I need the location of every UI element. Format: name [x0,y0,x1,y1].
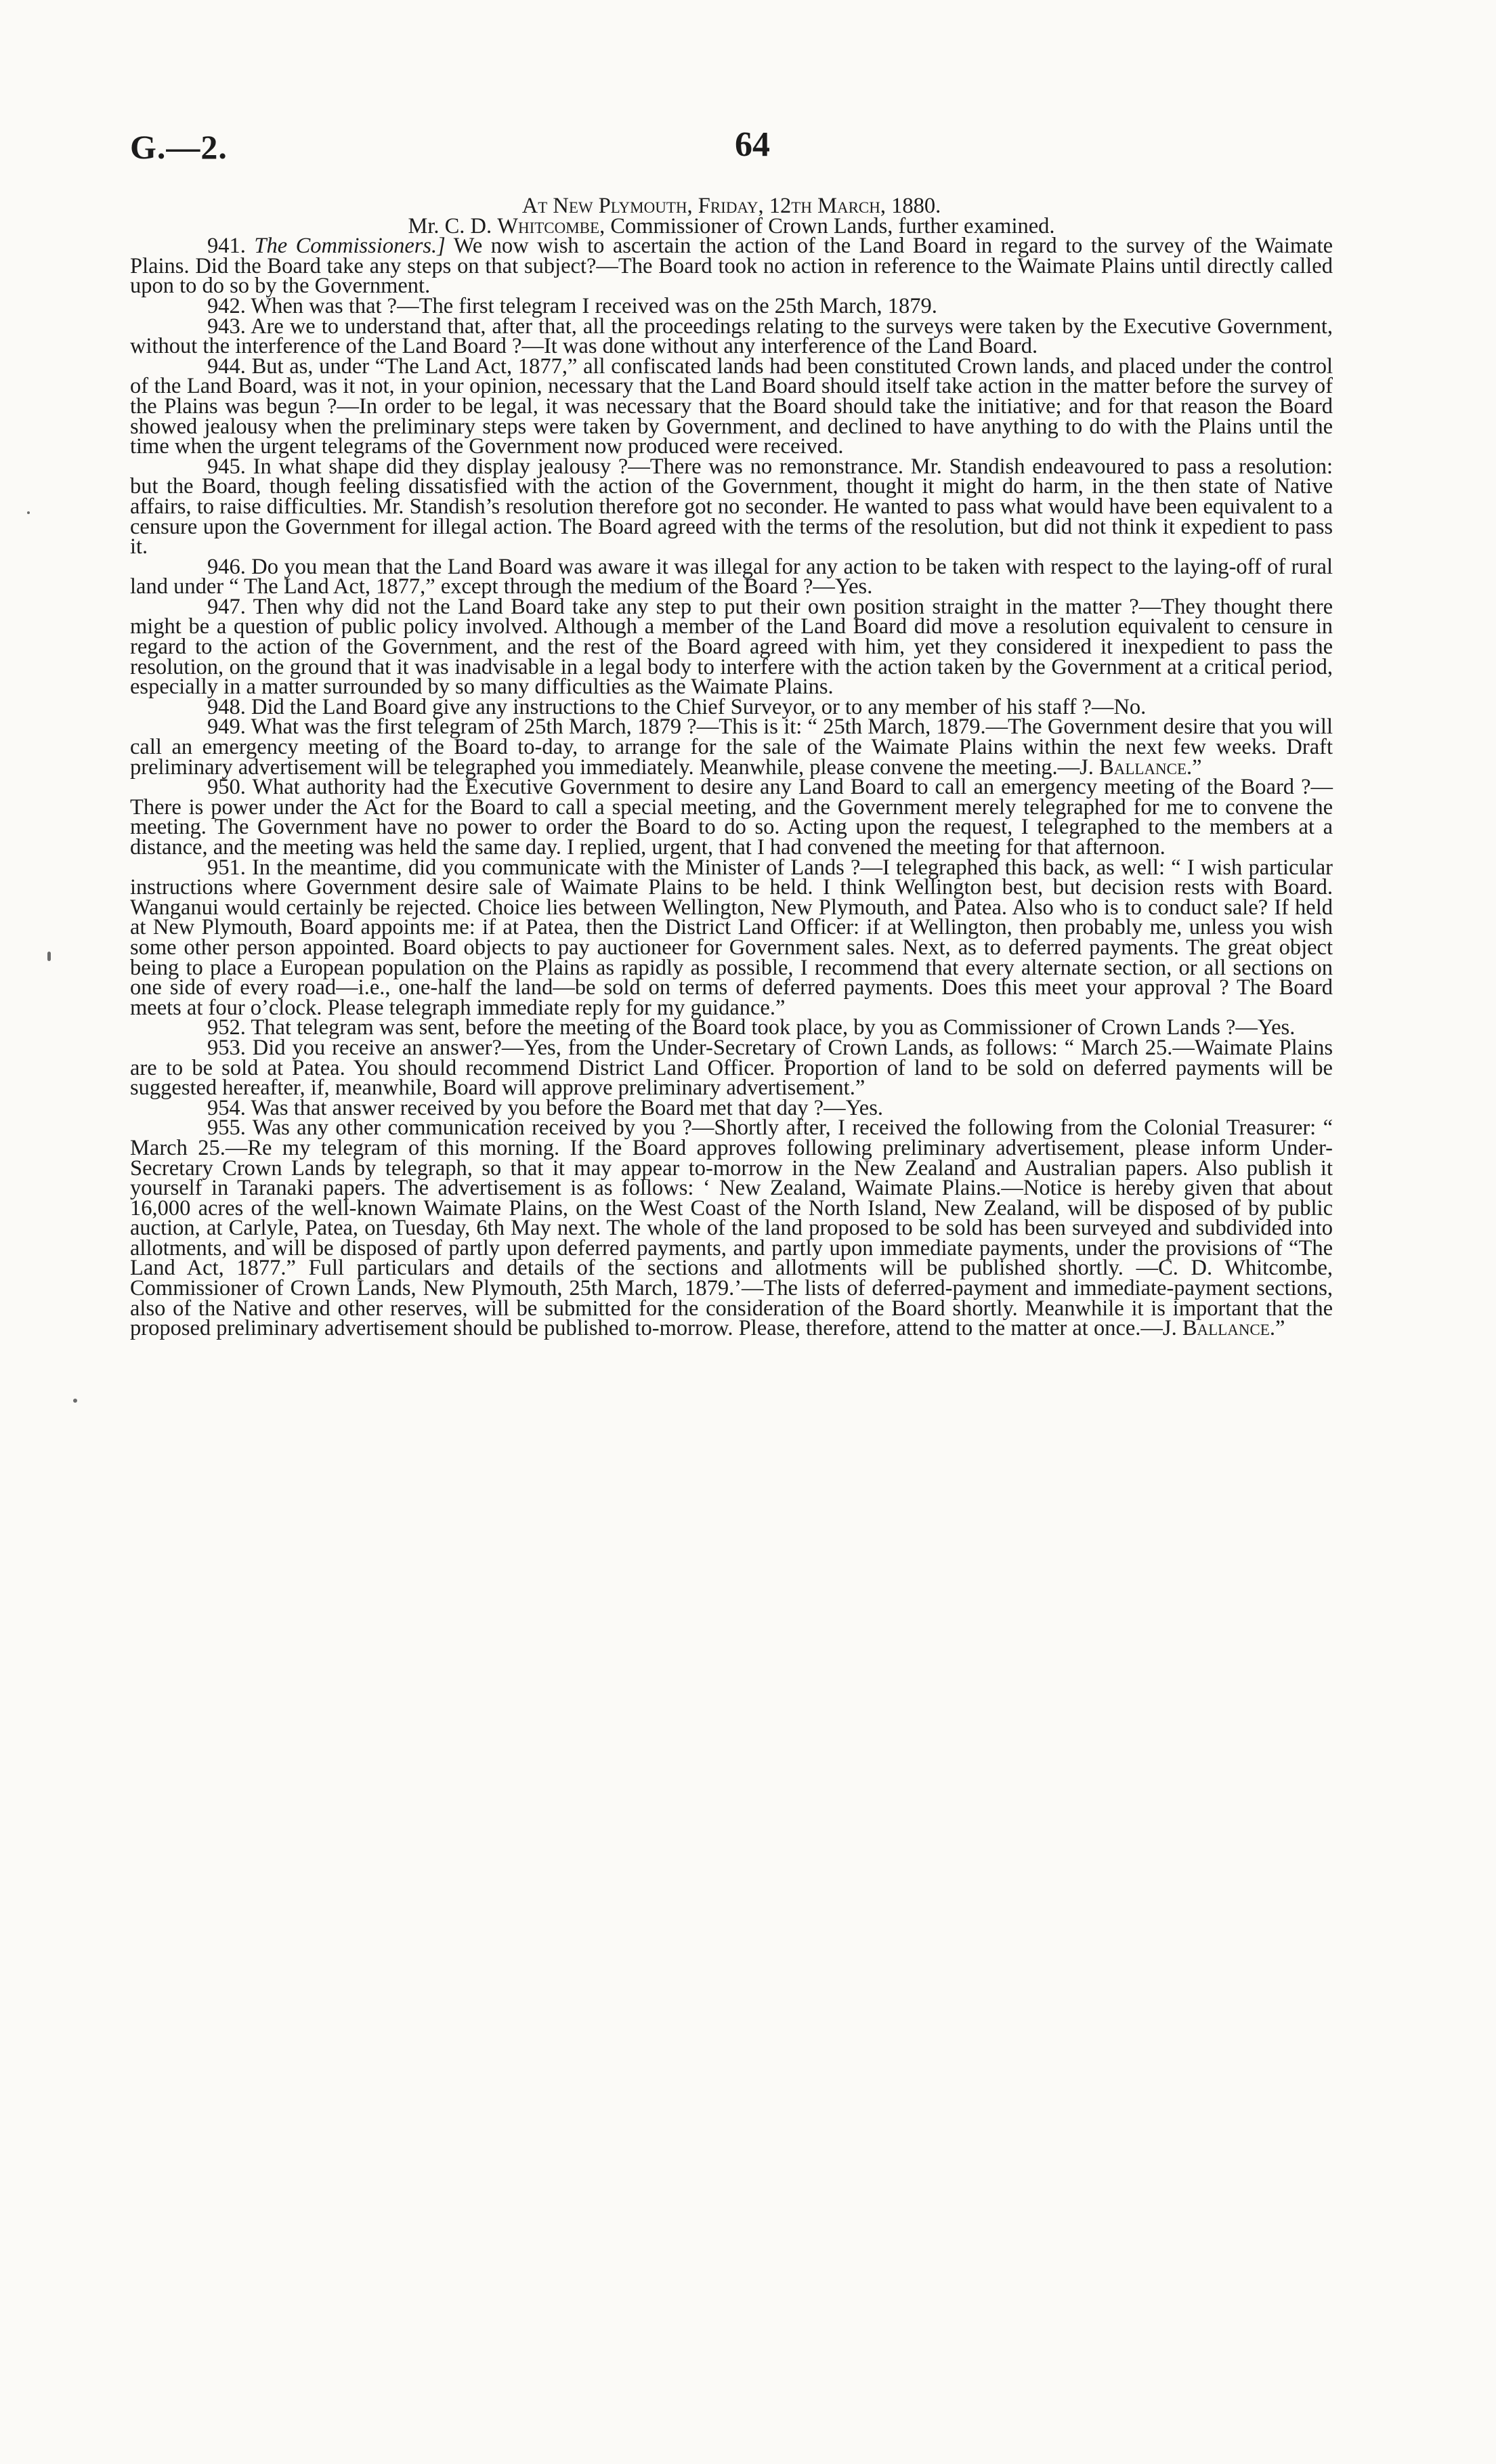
question-number: 954. [207,1095,246,1120]
question-number: 944. [207,354,246,379]
question-number: 953. [207,1035,246,1060]
question-number: 941. [207,234,246,259]
telegram-signature: Ballance [1182,1316,1270,1341]
question-number: 945. [207,454,246,479]
question-941 [130,236,1333,297]
question-943 [130,314,1333,359]
question-text: We now wish to ascertain the action of the Land Board in regard to the survey of the Waimate Plains. Did the Board take any steps on that subject?—The Board took no action in reference to the Waimate Plains until directly called upon to do so by the Government. [130,234,1333,299]
question-945 [130,454,1333,559]
question-number: 948. [207,694,246,719]
witness-title: Mr. C. D. [408,213,492,238]
question-text: Do you mean that the Land Board was aware it was illegal for any action to be taken with respect to the laying-off of rural land under “ The Land Act, 1877,” except through the medium of the Board ?—Yes. [130,554,1333,599]
question-950 [130,775,1333,859]
session-heading: At New Plymouth, Friday, 12th March, 1880. [521,194,941,218]
question-speaker: The Commissioners.] [254,234,446,259]
witness-name: Whitcombe [497,213,600,238]
question-text: What was the first telegram of 25th March, 1879 ?—This is it: “ 25th March, 1879.—The Government desire that you will call an emergency meeting of the Board to-day, to arrange for the sale of the Waimate Plains within the next few weeks. Draft preliminary advertisement will be telegraphed you immediately. Meanwhile, please convene the meeting.—J. [130,715,1333,780]
question-955 [130,1118,1333,1339]
question-number: 955. [207,1116,246,1141]
question-text: Did you receive an answer?—Yes, from the Under-Secretary of Crown Lands, as follows: “ March 25.—Waimate Plains are to be sold at Patea. You should recommend District Land Officer. Proportion of land to be sold on deferred payments will be suggested hereafter, if, meanwhile, Board will approve preliminary advertisement.” [130,1035,1333,1101]
question-number: 949. [207,715,246,740]
question-text: That telegram was sent, before the meeting of the Board took place, by you as Commissioner of Crown Lands ?—Yes. [251,1015,1296,1040]
question-944 [130,354,1333,459]
question-953 [130,1035,1333,1101]
question-text: What authority had the Executive Government to desire any Land Board to call an emergency meeting of the Board ?—There is power under the Act for the Board to call a special meeting, and the Government merely telegraphed for me to convene the meeting. The Government have no power to order the Board to do so. Acting upon the request, I telegraphed to the members at a distance, and the meeting was held the same day. I replied, urgent, that I had convened the meeting for that afternoon. [130,775,1333,859]
question-951 [130,855,1333,1020]
question-number: 951. [207,855,246,880]
witness-role: , Commissioner of Crown Lands, further examined. [599,213,1055,238]
question-number: 943. [207,314,246,339]
question-text: But as, under “The Land Act, 1877,” all confiscated lands had been constituted Crown lands, and placed under the control of the Land Board, was it not, in your opinion, necessary that the Land Board should itself take action in the matter before the survey of the Plains was begun ?—In order to be legal, it was necessary that the Board should take the initiative; and for that reason the Board showed jealousy when the preliminary steps were taken by Government, and declined to have anything to do with the Plains until the time when the urgent telegrams of the Government now produced were received. [130,354,1333,459]
question-946 [130,554,1333,599]
signature-tail: .” [1269,1316,1285,1341]
question-text: Are we to understand that, after that, all the proceedings relating to the surveys were taken by the Executive Government, without the interference of the Land Board ?—It was done without any interference of the Land Board. [130,314,1333,359]
heading-date: 12th March [769,194,880,218]
signature-tail: .” [1187,755,1202,780]
question-number: 946. [207,554,246,579]
question-text: In what shape did they display jealousy ?—There was no remonstrance. Mr. Standish endeavoured to pass a resolution: but the Board, though feeling dissatisfied with the action of the Government, thought it might do harm, in the then state of Native affairs, to raise difficulties. Mr. Standish’s resolution therefore got no seconder. He wanted to pass what would have been equivalent to a censure upon the Government for illegal action. The Board agreed with the terms of the resolution, but did not think it expedient to pass it. [130,454,1333,559]
margin-speck [47,952,51,961]
document-reference: G.—2. [130,128,228,166]
telegram-signature: Ballance [1099,755,1187,780]
question-949 [130,717,1333,778]
heading-day: Friday [698,194,758,218]
question-number: 942. [207,293,246,318]
question-text: Then why did not the Land Board take any step to put their own position straight in the matter ?—They thought there might be a question of public policy involved. Although a member of the Land Board did move a resolution equivalent to censure in regard to the action of the Government, and the rest of the Board agreed with him, yet they considered it inexpedient to pass the resolution, on the ground that it was inadvisable in a legal body to interfere with the action taken by the Government at a critical period, especially in a matter surrounded by so many difficulties as the Waimate Plains. [130,594,1333,700]
margin-speck [73,1399,77,1403]
margin-speck [27,511,30,514]
heading-year: 1880. [891,194,941,218]
question-text: Was that answer received by you before the Board met that day ?—Yes. [251,1095,884,1120]
question-text: In the meantime, did you communicate with the Minister of Lands ?—I telegraphed this back, as well: “ I wish particular instructions where Government desire sale of Waimate Plains to be held. I think Wellington best, but decision rests with Board. Wanganui would certainly be rejected. Choice lies between Wellington, New Plymouth, and Patea. Also who is to conduct sale? If held at New Plymouth, Board appoints me: if at Patea, then the District Land Officer: if at Wellington, then probably me, unless you wish some other person appointed. Board objects to pay auctioneer for Government sales. Next, as to deferred payments. The great object being to place a European population on the Plains as rapidly as possible, I recommend that every alternate section, or all sections on one side of every road—i.e., one-half the land—be sold on terms of deferred payments. Does this meet your approval ? The Board meets at four o’clock. Please telegraph immediate reply for my guidance.” [130,855,1333,1020]
heading-place-prefix: At [521,194,548,218]
question-text: Did the Land Board give any instructions to the Chief Surveyor, or to any member of his staff ?—No. [251,694,1147,719]
question-number: 947. [207,594,246,619]
question-947 [130,594,1333,700]
heading-place: New Plymouth [553,194,687,218]
question-number: 950. [207,775,246,800]
question-number: 952. [207,1015,246,1040]
question-text: Was any other communication received by you ?—Shortly after, I received the following from the Colonial Treasurer: “ March 25.—Re my telegram of this morning. If the Board approves following preliminary advertisement, please inform Under-Secretary Crown Lands by telegraph, so that it may appear to-morrow in the New Zealand and Australian papers. Also publish it yourself in Taranaki papers. The advertisement is as follows: ‘ New Zealand, Waimate Plains.—Notice is hereby given that about 16,000 acres of the well-known Waimate Plains, on the West Coast of the North Island, New Zealand, will be disposed of by public auction, at Carlyle, Patea, on Tuesday, 6th May next. The whole of the land proposed to be sold has been surveyed and subdivided into allotments, and will be disposed of partly upon deferred payments, and partly upon immediate payments, under the provisions of “The Land Act, 1877.” Full particulars and details of the sections and allotments will be published shortly. —C. D. Whitcombe, Commissioner of Crown Lands, New Plymouth, 25th March, 1879.’—The lists of deferred-payment and immediate-payment sections, also of the Native and other reserves, will be submitted for the consideration of the Board shortly. Meanwhile it is important that the proposed preliminary advertisement should be published to-morrow. Please, therefore, attend to the matter at once.—J. [130,1116,1333,1341]
document-body [130,196,1333,1339]
question-text: When was that ?—The first telegram I received was on the 25th March, 1879. [251,293,937,318]
page-number: 64 [735,125,770,164]
